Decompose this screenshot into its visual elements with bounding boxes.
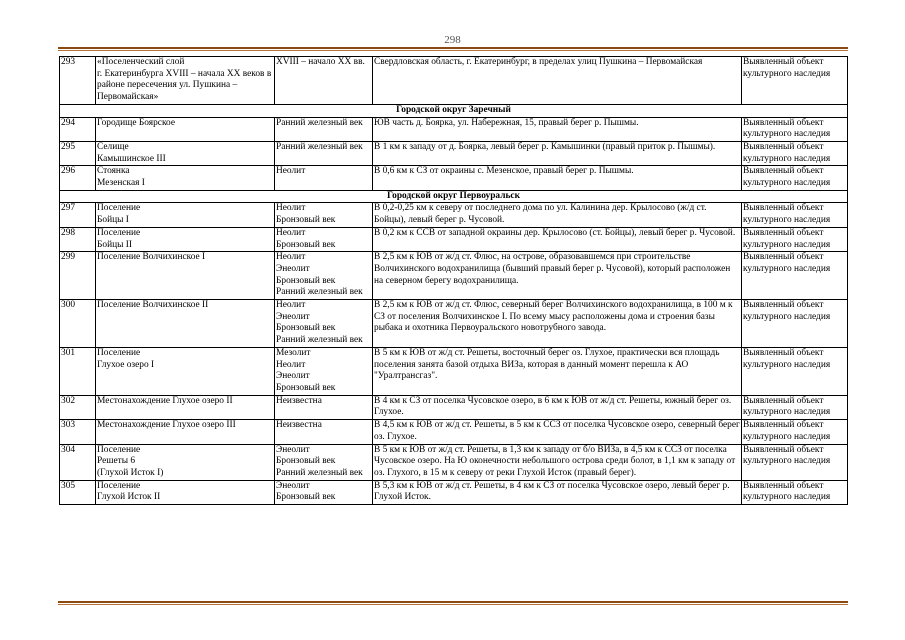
- object-status: Выявленный объект культурного наследия: [742, 420, 848, 444]
- table-body: [60, 57, 848, 505]
- object-number: 299: [60, 252, 96, 300]
- object-period: Неизвестна: [275, 420, 373, 444]
- table-row: [60, 444, 848, 480]
- table-row: [60, 420, 848, 444]
- object-period: Мезолит Неолит Энеолит Бронзовый век: [275, 347, 373, 395]
- object-number: 298: [60, 227, 96, 251]
- object-period: XVIII – начало XX вв.: [275, 57, 373, 105]
- object-status: Выявленный объект культурного наследия: [742, 252, 848, 300]
- object-status: Выявленный объект культурного наследия: [742, 203, 848, 227]
- object-location: В 5 км к ЮВ от ж/д ст. Решеты, восточный берег оз. Глухое, практически вся площадь поселения занята базой отдыха ВИЗа, которая в данный момент перешла к АО "Уралтрансгаз".: [373, 347, 742, 395]
- object-number: 302: [60, 395, 96, 419]
- object-status: Выявленный объект культурного наследия: [742, 395, 848, 419]
- table-row: [60, 395, 848, 419]
- object-number: 294: [60, 117, 96, 141]
- table-row: [60, 203, 848, 227]
- object-location: ЮВ часть д. Боярка, ул. Набережная, 15, правый берег р. Пышмы.: [373, 117, 742, 141]
- object-name: Поселение Бойцы II: [96, 227, 275, 251]
- object-name: Поселение Решеты 6 (Глухой Исток I): [96, 444, 275, 480]
- object-location: В 4,5 км к ЮВ от ж/д ст. Решеты, в 5 км к ССЗ от поселка Чусовское озеро, северный берег оз. Глухое.: [373, 420, 742, 444]
- table-row: [60, 300, 848, 348]
- section-header-row: [60, 104, 848, 117]
- object-status: Выявленный объект культурного наследия: [742, 57, 848, 105]
- object-period: Энеолит Бронзовый век Ранний железный век: [275, 444, 373, 480]
- table-row: [60, 252, 848, 300]
- object-name: Городище Боярское: [96, 117, 275, 141]
- table-row: [60, 166, 848, 190]
- object-number: 301: [60, 347, 96, 395]
- object-status: Выявленный объект культурного наследия: [742, 117, 848, 141]
- object-period: Неолит: [275, 166, 373, 190]
- object-name: «Поселенческий слой г. Екатеринбурга XVIII – начала XX веков в районе пересечения ул. Пушкина – Первомайская»: [96, 57, 275, 105]
- object-number: 293: [60, 57, 96, 105]
- heritage-register-table: [59, 56, 848, 505]
- section-title: Городской округ Заречный: [60, 104, 848, 117]
- object-location: В 4 км к СЗ от поселка Чусовское озеро, в 6 км к ЮВ от ж/д ст. Решеты, южный берег оз. Глухое.: [373, 395, 742, 419]
- object-location: Свердловская область, г. Екатеринбург, в пределах улиц Пушкина – Первомайская: [373, 57, 742, 105]
- top-divider: [58, 47, 848, 51]
- section-title: Городской округ Первоуральск: [60, 190, 848, 203]
- table-row: [60, 480, 848, 504]
- object-period: Ранний железный век: [275, 117, 373, 141]
- object-number: 296: [60, 166, 96, 190]
- object-location: В 5,3 км к ЮВ от ж/д ст. Решеты, в 4 км к СЗ от поселка Чусовское озеро, левый берег р. Глухой Исток.: [373, 480, 742, 504]
- table-row: [60, 57, 848, 105]
- table-row: [60, 141, 848, 165]
- object-period: Неолит Бронзовый век: [275, 227, 373, 251]
- object-period: Неолит Энеолит Бронзовый век Ранний железный век: [275, 300, 373, 348]
- object-period: Неолит Бронзовый век: [275, 203, 373, 227]
- table-row: [60, 227, 848, 251]
- object-name: Поселение Волчихинское II: [96, 300, 275, 348]
- object-number: 305: [60, 480, 96, 504]
- object-name: Поселение Бойцы I: [96, 203, 275, 227]
- object-period: Неолит Энеолит Бронзовый век Ранний железный век: [275, 252, 373, 300]
- object-location: В 0,2-0,25 км к северу от последнего дома по ул. Калинина дер. Крылосово (ж/д ст. Бойцы), левый берег р. Чусовой.: [373, 203, 742, 227]
- object-name: Поселение Волчихинское I: [96, 252, 275, 300]
- object-period: Неизвестна: [275, 395, 373, 419]
- object-name: Местонахождение Глухое озеро II: [96, 395, 275, 419]
- object-location: В 2,5 км к ЮВ от ж/д ст. Флюс, на острове, образовавшемся при строительстве Волчихинского водохранилища (бывший правый берег р. Чусовой), который расположен на северном берегу водохранилища.: [373, 252, 742, 300]
- object-name: Поселение Глухое озеро I: [96, 347, 275, 395]
- object-location: В 1 км к западу от д. Боярка, левый берег р. Камышинки (правый приток р. Пышмы).: [373, 141, 742, 165]
- object-number: 295: [60, 141, 96, 165]
- object-number: 303: [60, 420, 96, 444]
- object-number: 300: [60, 300, 96, 348]
- object-status: Выявленный объект культурного наследия: [742, 300, 848, 348]
- object-status: Выявленный объект культурного наследия: [742, 347, 848, 395]
- object-name: Стоянка Мезенская I: [96, 166, 275, 190]
- object-location: В 2,5 км к ЮВ от ж/д ст. Флюс, северный берег Волчихинского водохранилища, в 100 м к СЗ от поселения Волчихинское I. По всему мысу расположены дома и строения базы рыбака и охотника Первоуральского новотрубного завода.: [373, 300, 742, 348]
- object-name: Местонахождение Глухое озеро III: [96, 420, 275, 444]
- object-period: Ранний железный век: [275, 141, 373, 165]
- object-name: Селище Камышинское III: [96, 141, 275, 165]
- object-location: В 0,6 км к СЗ от окраины с. Мезенское, правый берег р. Пышмы.: [373, 166, 742, 190]
- object-location: В 0,2 км к ССВ от западной окраины дер. Крылосово (ст. Бойцы), левый берег р. Чусовой.: [373, 227, 742, 251]
- object-status: Выявленный объект культурного наследия: [742, 166, 848, 190]
- object-number: 304: [60, 444, 96, 480]
- bottom-divider: [58, 601, 848, 605]
- section-header-row: [60, 190, 848, 203]
- page-number: 298: [444, 34, 461, 46]
- object-period: Энеолит Бронзовый век: [275, 480, 373, 504]
- object-status: Выявленный объект культурного наследия: [742, 227, 848, 251]
- object-name: Поселение Глухой Исток II: [96, 480, 275, 504]
- object-status: Выявленный объект культурного наследия: [742, 141, 848, 165]
- object-number: 297: [60, 203, 96, 227]
- object-location: В 5 км к ЮВ от ж/д ст. Решеты, в 1,3 км к западу от б/о ВИЗа, в 4,5 км к ССЗ от поселка Чусовское озеро. На Ю оконечности небольшого острова среди болот, в 1,1 км к западу от оз. Глухого, в 15 м к северу от реки Глухой Исток (правый берег).: [373, 444, 742, 480]
- object-status: Выявленный объект культурного наследия: [742, 444, 848, 480]
- table-row: [60, 117, 848, 141]
- object-status: Выявленный объект культурного наследия: [742, 480, 848, 504]
- table-row: [60, 347, 848, 395]
